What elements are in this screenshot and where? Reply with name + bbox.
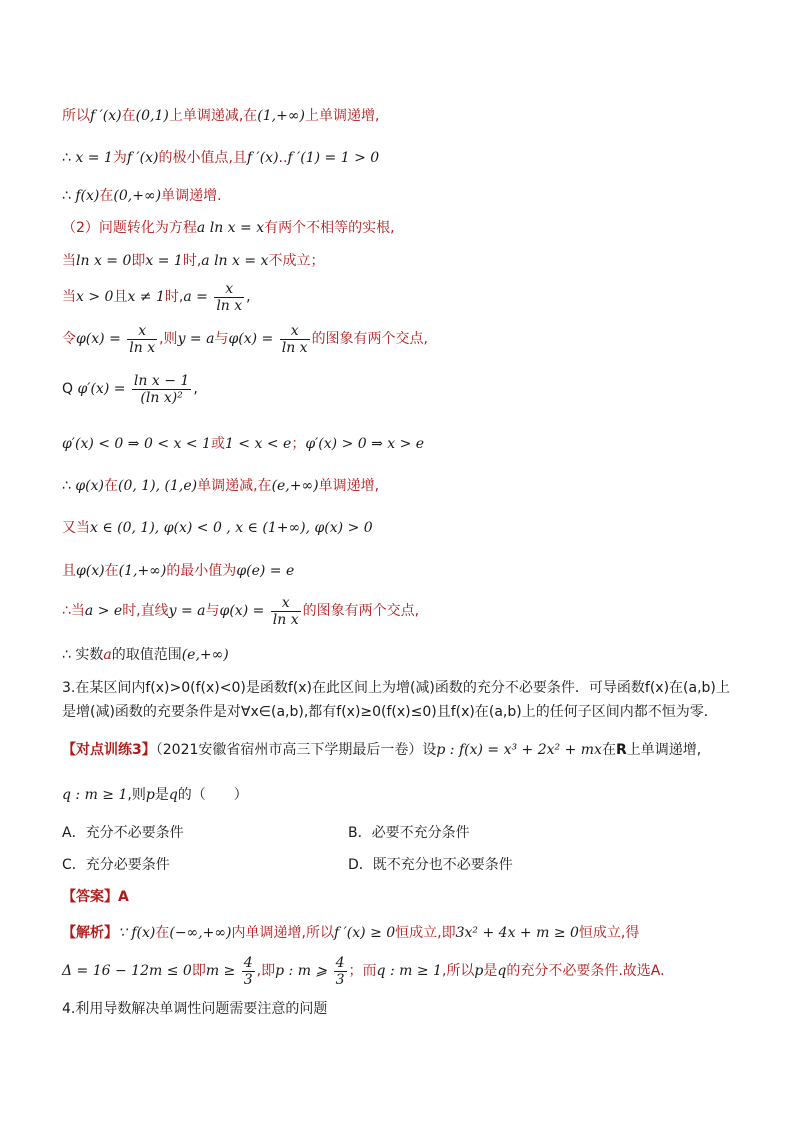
text: 的图象有两个交点, bbox=[302, 603, 420, 619]
answer: 【答案】A bbox=[62, 889, 129, 905]
text: 单调递减,在 bbox=[197, 478, 272, 494]
text: 不成立； bbox=[268, 253, 325, 269]
text: 时, bbox=[164, 289, 184, 305]
text: 当 bbox=[62, 253, 76, 269]
text: 单调递增. bbox=[161, 188, 222, 204]
therefore-symbol: ∴ bbox=[62, 188, 71, 204]
text: 的最小值为 bbox=[166, 563, 237, 579]
math: 3x² + 4x + m ≥ 0 bbox=[455, 925, 579, 941]
analysis-label: 【解析】 bbox=[62, 925, 118, 941]
text: （2）问题转化为方程 bbox=[62, 220, 197, 236]
denominator: ln x bbox=[272, 611, 299, 628]
math: p : f(x) = x³ + 2x² + mx bbox=[436, 742, 602, 758]
math: a = bbox=[183, 289, 208, 305]
text: 单调递增, bbox=[318, 478, 380, 494]
math: f ′(1) = 1 > 0 bbox=[287, 150, 380, 166]
math: x > 0 bbox=[76, 289, 114, 305]
text: 为 bbox=[112, 150, 127, 166]
math: φ(x) = bbox=[228, 331, 274, 347]
math: x = 1 bbox=[75, 150, 113, 166]
fraction bbox=[242, 955, 255, 988]
option-d: D．既不充分也不必要条件 bbox=[348, 857, 513, 873]
math: φ(e) = e bbox=[236, 563, 295, 579]
line-7 bbox=[62, 322, 428, 356]
line-5 bbox=[62, 251, 324, 271]
therefore-symbol: ∴ bbox=[62, 150, 71, 166]
math: ln x = 0 bbox=[76, 253, 132, 269]
analysis-line-2 bbox=[62, 954, 665, 988]
numerator: x bbox=[290, 322, 299, 339]
math: (1,+∞) bbox=[118, 563, 167, 579]
math: q bbox=[497, 963, 507, 979]
fraction bbox=[127, 323, 157, 356]
text: 在 bbox=[155, 925, 170, 941]
analysis-line-1 bbox=[62, 923, 639, 943]
text: 的图象有两个交点, bbox=[311, 331, 429, 347]
line-3 bbox=[62, 186, 222, 206]
numerator: 4 bbox=[243, 954, 253, 971]
therefore-symbol: ∴ bbox=[62, 478, 71, 494]
text: ,所以 bbox=[441, 963, 475, 979]
math: a > e bbox=[84, 603, 123, 619]
line-1 bbox=[62, 106, 379, 126]
text: ,即 bbox=[256, 963, 276, 979]
option-c: C．充分必要条件 bbox=[62, 857, 170, 873]
text: 即 bbox=[131, 253, 146, 269]
math: f ′(x) bbox=[126, 150, 159, 166]
numerator: x bbox=[225, 280, 234, 297]
text: , bbox=[246, 289, 251, 305]
math: (1,+∞) bbox=[257, 108, 305, 124]
math: (0,+∞) bbox=[113, 188, 162, 204]
line-14 bbox=[62, 645, 229, 665]
math: (0, 1), (1,e) bbox=[118, 478, 198, 494]
denominator: 3 bbox=[335, 971, 345, 988]
fraction bbox=[334, 955, 347, 988]
text: 或 bbox=[210, 436, 225, 452]
text: 的取值范围 bbox=[111, 647, 182, 663]
line-8 bbox=[62, 372, 198, 406]
math: R bbox=[615, 742, 627, 758]
math: f ′(x) bbox=[90, 108, 122, 124]
math: (e,+∞) bbox=[271, 478, 319, 494]
math: a ln x = x bbox=[196, 220, 265, 236]
text: 令 bbox=[62, 331, 76, 347]
math: p bbox=[145, 787, 155, 803]
line-6 bbox=[62, 280, 251, 314]
numerator: 4 bbox=[335, 954, 345, 971]
paragraph-4: 4.利用导数解决单调性问题需要注意的问题 bbox=[62, 1001, 328, 1017]
math: φ(x) bbox=[76, 563, 105, 579]
denominator: ln x bbox=[281, 339, 308, 356]
text: ∴ 实数 bbox=[62, 647, 104, 663]
exercise-line-1 bbox=[62, 740, 701, 760]
text: 与 bbox=[205, 603, 220, 619]
exercise-tag: 【对点训练3】 bbox=[62, 742, 156, 758]
fraction bbox=[280, 323, 310, 356]
text: , bbox=[193, 381, 198, 397]
text: 上单调递增, bbox=[626, 742, 702, 758]
exercise-line-2 bbox=[62, 785, 248, 805]
text: .. bbox=[278, 150, 288, 166]
math: φ(x) bbox=[75, 478, 104, 494]
text: 内单调递增,所以 bbox=[231, 925, 334, 941]
fraction bbox=[214, 281, 244, 314]
fraction bbox=[132, 373, 191, 406]
math: q : m ≥ 1 bbox=[62, 787, 128, 803]
text: ,则 bbox=[159, 331, 178, 347]
denominator: (ln x)² bbox=[132, 389, 191, 406]
math: a bbox=[103, 647, 112, 663]
math: y = a bbox=[177, 331, 215, 347]
math: x ∈ (0, 1), φ(x) < 0 , x ∈ (1+∞), φ(x) > 0 bbox=[90, 520, 373, 536]
numerator: ln x − 1 bbox=[133, 372, 190, 389]
math: φ′(x) < 0 ⇒ 0 < x < 1 bbox=[62, 436, 211, 452]
math: φ′(x) > 0 ⇒ x > e bbox=[305, 436, 425, 452]
text: 在 bbox=[601, 742, 616, 758]
math: x = 1 bbox=[145, 253, 183, 269]
text: 上单调递减,在 bbox=[168, 108, 258, 124]
denominator: ln x bbox=[216, 297, 243, 314]
math: φ(x) = bbox=[219, 603, 265, 619]
text: 所以 bbox=[62, 108, 90, 124]
text: 有两个不相等的实根, bbox=[264, 220, 395, 236]
text: ∴当 bbox=[62, 603, 85, 619]
text: 在 bbox=[121, 108, 136, 124]
math: m ≥ bbox=[205, 963, 236, 979]
text: 且 bbox=[62, 563, 76, 579]
text: 在 bbox=[99, 188, 114, 204]
math: p bbox=[474, 963, 484, 979]
math: ∵ f(x) bbox=[118, 925, 156, 941]
math: q : m ≥ 1 bbox=[376, 963, 442, 979]
math: (e,+∞) bbox=[181, 647, 229, 663]
text: 上单调递增, bbox=[304, 108, 380, 124]
math: Δ = 16 − 12m ≤ 0 bbox=[62, 963, 192, 979]
denominator: ln x bbox=[129, 339, 156, 356]
math: q bbox=[168, 787, 178, 803]
math: a ln x = x bbox=[201, 253, 269, 269]
line-11 bbox=[62, 518, 373, 538]
numerator: x bbox=[281, 594, 290, 611]
text: 时,直线 bbox=[122, 603, 169, 619]
text: 与 bbox=[214, 331, 229, 347]
text: 且 bbox=[113, 289, 128, 305]
text: 的极小值点,且 bbox=[158, 150, 247, 166]
math: φ(x) = bbox=[76, 331, 121, 347]
text: ； bbox=[291, 436, 306, 452]
text: 当 bbox=[62, 289, 76, 305]
math: (0,1) bbox=[135, 108, 169, 124]
text: 是 bbox=[483, 963, 498, 979]
paragraph-3: 3.在某区间内f(x)>0(f(x)<0)是函数f(x)在此区间上为增(减)函数的充分不必要条件．可导函数f(x)在(a,b)上是增(减)函数的充要条件是对∀x∈(a,b),都有f(x)≥0(f(x)≤0)且f(x)在(a,b)上的任何子区间内都不恒为零． bbox=[62, 680, 730, 720]
option-b: B．必要不充分条件 bbox=[348, 825, 470, 841]
text: 恒成立,即 bbox=[395, 925, 456, 941]
text: 又当 bbox=[62, 520, 90, 536]
math: 1 < x < e bbox=[224, 436, 292, 452]
text: 在 bbox=[104, 478, 118, 494]
line-12 bbox=[62, 561, 294, 581]
text: Q bbox=[62, 381, 74, 397]
denominator: 3 bbox=[243, 971, 253, 988]
text: 时, bbox=[182, 253, 202, 269]
text: ；而 bbox=[348, 963, 377, 979]
math: φ′(x) = bbox=[77, 381, 126, 397]
math: y = a bbox=[168, 603, 206, 619]
exercise-source: （2021安徽省宿州市高三下学期最后一卷）设 bbox=[155, 742, 437, 758]
math: f ′(x) bbox=[246, 150, 279, 166]
text: 即 bbox=[191, 963, 206, 979]
text: 的充分不必要条件.故选A. bbox=[506, 963, 665, 979]
line-10 bbox=[62, 476, 379, 496]
line-9 bbox=[62, 434, 424, 454]
text: ,则 bbox=[127, 787, 146, 803]
line-4 bbox=[62, 218, 395, 238]
line-2 bbox=[62, 148, 379, 168]
math: x ≠ 1 bbox=[127, 289, 165, 305]
text: 的（ ） bbox=[177, 787, 248, 803]
math: f ′(x) ≥ 0 bbox=[333, 925, 396, 941]
text: 恒成立,得 bbox=[578, 925, 640, 941]
fraction bbox=[271, 595, 301, 628]
text: 是 bbox=[154, 787, 169, 803]
line-13 bbox=[62, 594, 419, 628]
math: (−∞,+∞) bbox=[169, 925, 232, 941]
math: p : m ⩾ bbox=[275, 963, 328, 979]
text: 在 bbox=[104, 563, 119, 579]
numerator: x bbox=[138, 322, 147, 339]
option-a: A．充分不必要条件 bbox=[62, 825, 184, 841]
math: f(x) bbox=[75, 188, 100, 204]
